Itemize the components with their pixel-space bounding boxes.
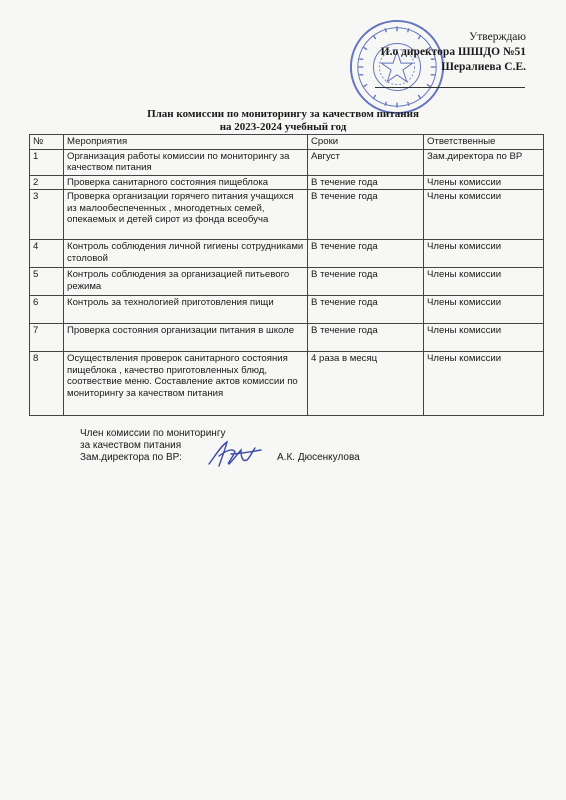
cell-deadline: В течение года bbox=[308, 240, 424, 268]
cell-activity: Организация работы комиссии по мониторингу за качеством питания bbox=[64, 149, 308, 175]
document-title bbox=[0, 108, 566, 134]
cell-activity: Контроль за технологией приготовления пищи bbox=[64, 296, 308, 324]
title-line-2: на 2023-2024 учебный год bbox=[219, 121, 347, 133]
cell-responsible: Члены комиссии bbox=[424, 268, 544, 296]
table-row bbox=[30, 352, 544, 416]
cell-responsible: Члены комиссии bbox=[424, 240, 544, 268]
cell-responsible: Члены комиссии bbox=[424, 324, 544, 352]
table-row bbox=[30, 175, 544, 190]
cell-activity: Проверка состояния организации питания в школе bbox=[64, 324, 308, 352]
table-row bbox=[30, 268, 544, 296]
cell-responsible: Члены комиссии bbox=[424, 175, 544, 190]
cell-deadline: В течение года bbox=[308, 268, 424, 296]
signature-block bbox=[80, 428, 360, 464]
cell-responsible: Зам.директора по ВР bbox=[424, 149, 544, 175]
table-row bbox=[30, 149, 544, 175]
title-line-1: План комиссии по мониторингу за качеством питания bbox=[147, 108, 419, 120]
cell-deadline: Август bbox=[308, 149, 424, 175]
plan-table bbox=[29, 134, 544, 416]
cell-responsible: Члены комиссии bbox=[424, 296, 544, 324]
member-position: Зам.директора по ВР: bbox=[80, 452, 182, 463]
table-row bbox=[30, 240, 544, 268]
table-row bbox=[30, 190, 544, 240]
member-name: А.К. Дюсенкулова bbox=[277, 452, 360, 463]
approval-signature-line bbox=[375, 87, 525, 88]
cell-deadline: 4 раза в месяц bbox=[308, 352, 424, 416]
cell-activity: Осуществления проверок санитарного состояния пищеблока , качество приготовленных блюд, соотвествие меню. Составление актов комиссии по мониторингу за качеством питания bbox=[64, 352, 308, 416]
approval-caption: Утверждаю bbox=[469, 31, 526, 43]
cell-activity: Контроль соблюдения за организацией питьевого режима bbox=[64, 268, 308, 296]
member-caption-line-2: за качеством питания bbox=[80, 440, 182, 451]
cell-number: 2 bbox=[30, 175, 64, 190]
header-activities: Мероприятия bbox=[64, 135, 308, 150]
cell-number: 6 bbox=[30, 296, 64, 324]
member-caption-line-1: Член комиссии по мониторингу bbox=[80, 428, 226, 439]
cell-activity: Контроль соблюдения личной гигиены сотрудниками столовой bbox=[64, 240, 308, 268]
cell-deadline: В течение года bbox=[308, 296, 424, 324]
cell-number: 5 bbox=[30, 268, 64, 296]
cell-number: 7 bbox=[30, 324, 64, 352]
cell-responsible: Члены комиссии bbox=[424, 190, 544, 240]
cell-responsible: Члены комиссии bbox=[424, 352, 544, 416]
handwritten-signature bbox=[205, 438, 265, 470]
cell-number: 1 bbox=[30, 149, 64, 175]
cell-deadline: В течение года bbox=[308, 190, 424, 240]
cell-deadline: В течение года bbox=[308, 175, 424, 190]
cell-number: 3 bbox=[30, 190, 64, 240]
cell-activity: Проверка организации горячего питания учащихся из малообеспеченных , многодетных семей, опекаемых и детей сирот из фонда всеобуча bbox=[64, 190, 308, 240]
table-row bbox=[30, 296, 544, 324]
cell-activity: Проверка санитарного состояния пищеблока bbox=[64, 175, 308, 190]
header-responsible: Ответственные bbox=[424, 135, 544, 150]
approver-position: И.о директора ШШДО №51 bbox=[380, 46, 526, 58]
approval-block bbox=[381, 30, 526, 75]
cell-number: 4 bbox=[30, 240, 64, 268]
header-number: № bbox=[30, 135, 64, 150]
header-deadlines: Сроки bbox=[308, 135, 424, 150]
table-row bbox=[30, 324, 544, 352]
cell-deadline: В течение года bbox=[308, 324, 424, 352]
cell-number: 8 bbox=[30, 352, 64, 416]
approver-name: Шералиева С.Е. bbox=[441, 61, 526, 73]
table-header-row bbox=[30, 135, 544, 150]
